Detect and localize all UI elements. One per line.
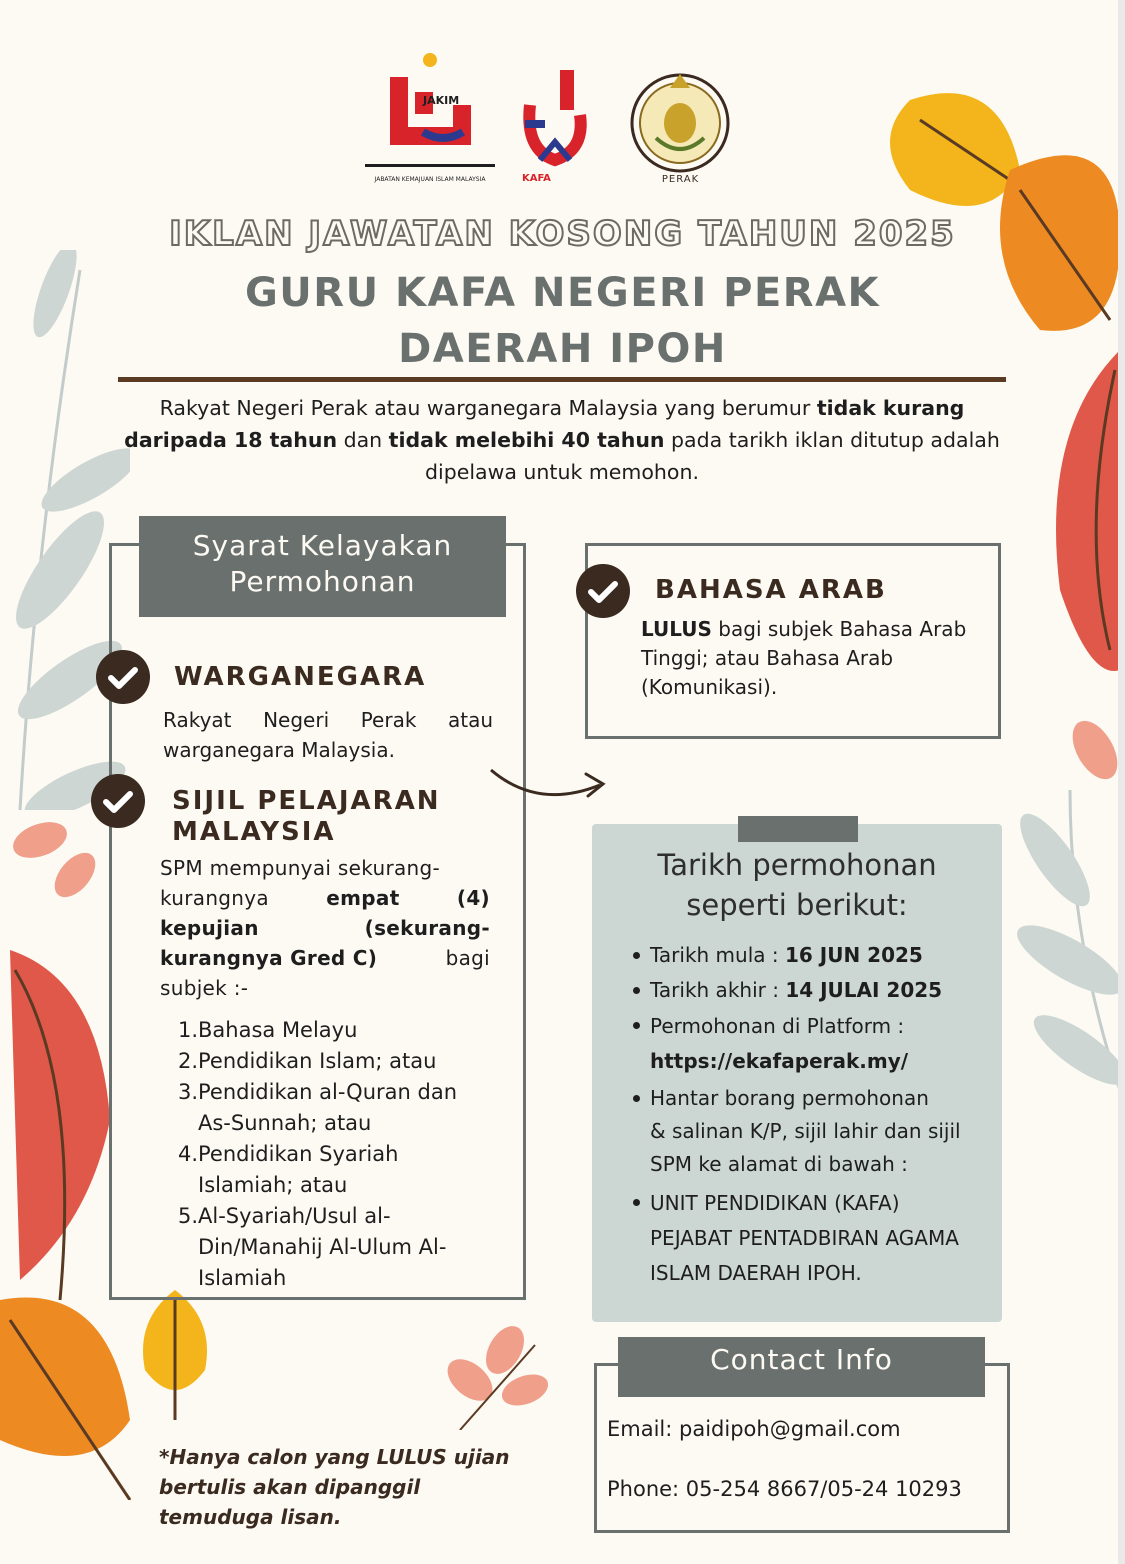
spm-description: SPM mempunyai sekurang- kurangnya empat (4) kepujian (sekurang- kurangnya Gred C) bagi subjek :- [160,856,490,1000]
footnote: *Hanya calon yang LULUS ujian bertulis akan dipanggil temuduga lisan. [159,1445,510,1529]
bahasa-arab-text: LULUS bagi subjek Bahasa Arab Tinggi; atau Bahasa Arab (Komunikasi). [641,617,967,699]
check-icon [91,774,145,828]
perak-label: PERAK [661,174,700,185]
bullet-icon [633,1095,640,1102]
perak-crest-icon [628,68,733,173]
bullet-icon [633,1199,640,1206]
bullet-icon [633,987,640,994]
platform-info: Permohonan di Platform : https://ekafaperak.my/ [650,1009,908,1079]
kafa-label: KAFA [522,173,551,184]
spm-title: SIJIL PELAJARAN MALAYSIA [172,786,441,847]
warganegara-line2: warganegara Malaysia. [163,738,395,762]
warganegara-title: WARGANEGARA [174,662,427,692]
end-date: Tarikh akhir : 14 JULAI 2025 [650,978,943,1002]
address: UNIT PENDIDIKAN (KAFA) PEJABAT PENTADBIRAN AGAMA ISLAM DAERAH IPOH. [650,1191,959,1285]
jakim-logo [365,52,495,187]
leaf-decoration-right-grey [1010,790,1118,1110]
kafa-emblem-icon [520,65,590,175]
contact-email[interactable]: Email: paidipoh@gmail.com [607,1417,901,1441]
leaf-decoration-right-red [1030,350,1118,790]
bullet-icon [633,952,640,959]
page-title: IKLAN JAWATAN KOSONG TAHUN 2025 [169,214,956,254]
list-item: 4. Pendidikan Syariah Islamiah; atau [177,1142,399,1197]
warganegara-line1: Rakyat Negeri Perak atau [163,708,493,732]
bullet-icon [633,1022,640,1029]
page-subtitle-line2: DAERAH IPOH [398,326,727,372]
page-subtitle-line1: GURU KAFA NEGERI PERAK [244,270,881,316]
leaf-decoration-bottom-pink [440,1320,550,1430]
kafa-logo [520,65,590,190]
intro-text: Rakyat Negeri Perak atau warganegara Malaysia yang berumur tidak kurang daripada 18 tahun dan tidak melebihi 40 tahun pada tarikh iklan ditutup adalah dipelawa untuk memohon. [124,396,1000,484]
list-item: 3. Pendidikan al-Quran dan As-Sunnah; atau [177,1080,458,1135]
check-icon [576,564,630,618]
send-instructions: Hantar borang permohonan & salinan K/P, sijil lahir dan sijil SPM ke alamat di bawah : [650,1086,961,1176]
dates-heading: Tarikh permohonan seperti berikut: [657,848,937,922]
check-icon [96,650,150,704]
leaf-decoration-bottom-yellow [135,1290,215,1420]
jakim-emblem-icon [365,52,495,162]
requirements-heading: Syarat Kelayakan Permohonan [139,516,506,617]
list-item: 1. Bahasa Melayu [177,1018,358,1042]
header-divider [118,377,1006,382]
start-date: Tarikh mula : 16 JUN 2025 [650,943,923,967]
bahasa-arab-title: BAHASA ARAB [655,575,887,605]
jakim-label: JAKIM [423,94,460,107]
list-item: 5. Al-Syariah/Usul al- Din/Manahij Al-Ulum Al- Islamiah [177,1204,447,1290]
jakim-subtitle: JABATAN KEMAJUAN ISLAM MALAYSIA [374,176,486,183]
subject-list [176,1015,457,1294]
perak-crest-logo [628,68,733,193]
contact-phone[interactable]: Phone: 05-254 8667/05-24 10293 [607,1477,962,1501]
arrow-icon [488,760,613,805]
tape-decoration [738,816,858,842]
list-item: 2. Pendidikan Islam; atau [177,1049,437,1073]
platform-url-link[interactable]: https://ekafaperak.my/ [650,1049,909,1073]
contact-heading: Contact Info [618,1337,985,1397]
